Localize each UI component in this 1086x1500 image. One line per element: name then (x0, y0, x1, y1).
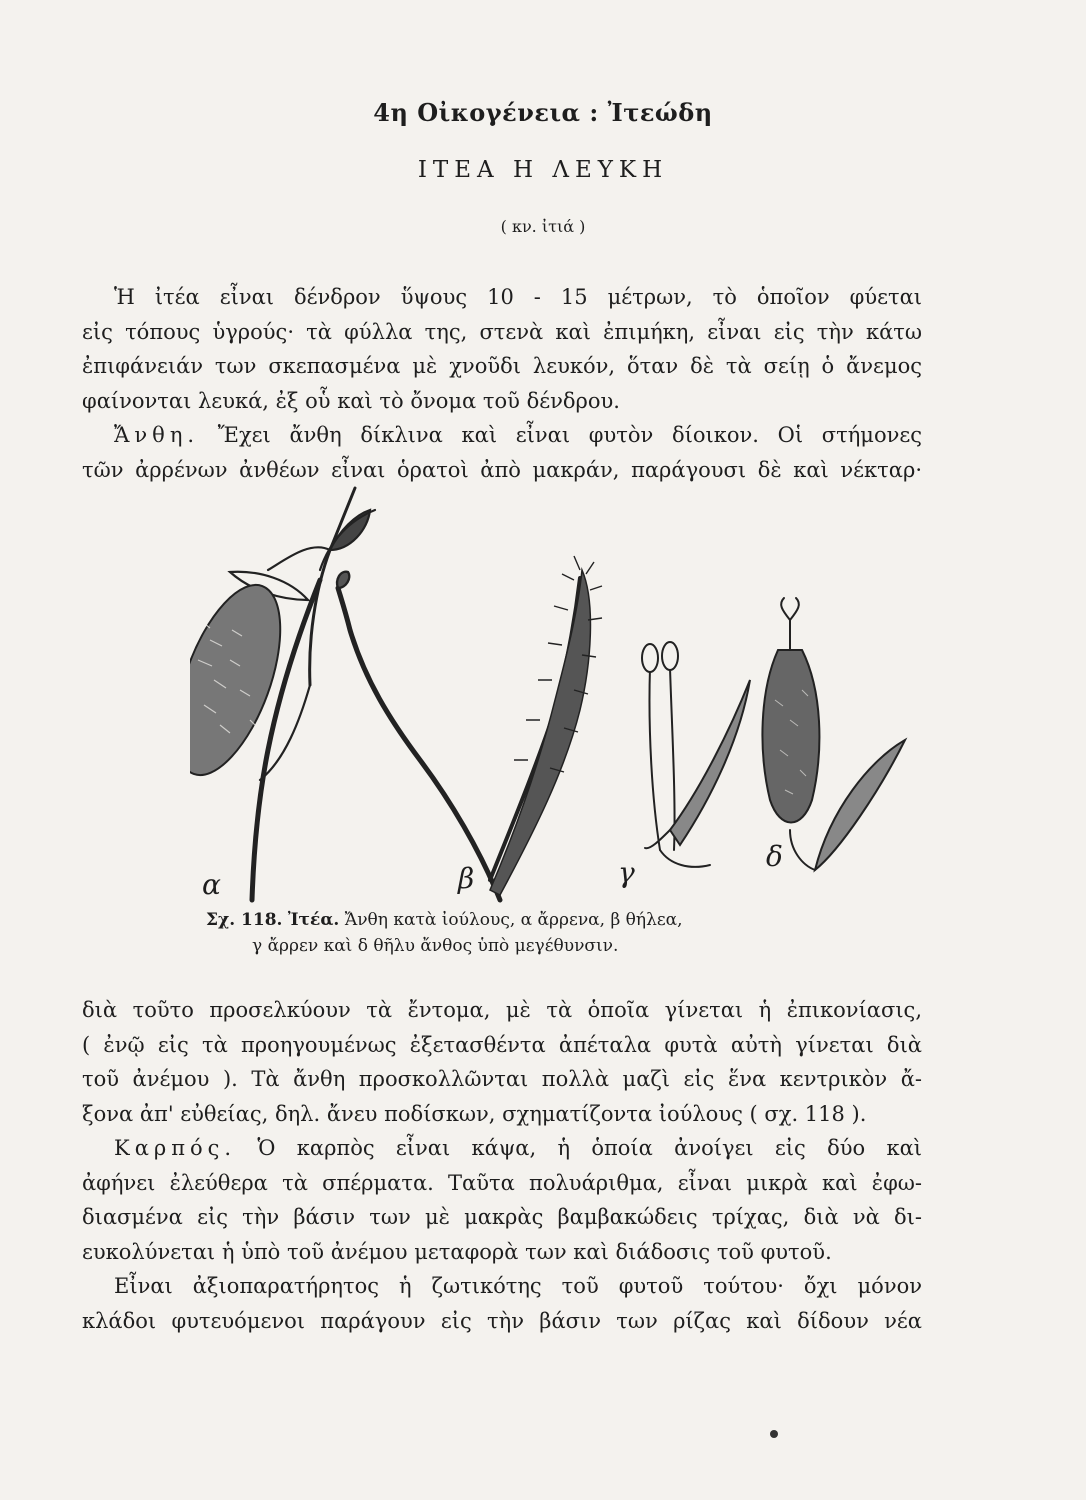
fruit-line (82, 1131, 922, 1166)
text-line: διασμένα εἰς τὴν βάσιν των μὲ μακρὰς βαμβακώδεις τρίχας, διὰ νὰ δι- (82, 1205, 922, 1229)
willow-drawing (190, 470, 920, 910)
text-line: ευκολύνεται ἡ ὑπὸ τοῦ ἀνέμου μεταφορὰ των καὶ διάδοσις τοῦ φυτοῦ. (82, 1239, 832, 1264)
fruit-term: Καρπός. (114, 1136, 237, 1160)
common-name: ( κν. ἰτιά ) (500, 217, 586, 236)
text-line: ἐπιφάνειάν των σκεπασμένα μὲ χνοῦδι λευκόν, ὅταν δὲ τὰ σείῃ ὁ ἄνεμος (82, 354, 922, 378)
fruit-text: Ὁ καρπὸς εἶναι κάψα, ἡ ὁποία ἀνοίγει εἰς δύο καὶ (257, 1136, 922, 1160)
label-c: γ (618, 856, 635, 889)
text-line: διὰ τοῦτο προσελκύουν τὰ ἔντομα, μὲ τὰ ὁποῖα γίνεται ἡ ἐπικονίασις, (82, 998, 922, 1022)
label-d: δ (766, 840, 783, 873)
text-line: τοῦ ἀνέμου ). Τὰ ἄνθη προσκολλῶνται πολλὰ μαζὶ εἰς ἕνα κεντρικὸν ἄ- (82, 1067, 922, 1091)
caption-text: Ἄνθη κατὰ ἰούλους, α ἄρρενα, β θήλεα, (344, 910, 683, 930)
text-line: τῶν ἀρρένων ἀνθέων εἶναι ὁρατοὶ ἀπὸ μακράν, παράγουσι δὲ καὶ νέκταρ· (82, 457, 922, 482)
text-line: Εἶναι ἀξιοπαρατήρητος ἡ ζωτικότης τοῦ φυτοῦ τούτου· ὄχι μόνον (114, 1274, 922, 1298)
text-line: ἀφήνει ἐλεύθερα τὰ σπέρματα. Ταῦτα πολυάριθμα, εἶναι μικρὰ καὶ ἐφω- (82, 1170, 922, 1195)
species-title: ΙΤΕΑ Η ΛΕΥΚΗ (417, 157, 669, 183)
family-heading: 4η Οἰκογένεια : Ἰτεώδη (373, 98, 713, 127)
flowers-line (82, 418, 922, 453)
flowers-term: Ἄνθη. (114, 423, 200, 447)
caption-line (206, 907, 846, 933)
page-mark-dot (770, 1430, 778, 1438)
text-line: εἰς τόπους ὑγρούς· τὰ φύλλα της, στενὰ καὶ ἐπιμήκη, εἶναι εἰς τὴν κάτω (82, 319, 922, 344)
willow-illustration (190, 470, 920, 910)
caption-plant-name: Ἰτέα. (287, 910, 340, 930)
body-paragraphs (82, 993, 922, 1338)
flowers-text: Ἔχει ἄνθη δίκλινα καὶ εἶναι φυτὸν δίοικον. Οἱ στήμονες (217, 423, 922, 447)
intro-paragraph (82, 280, 922, 487)
text-line: κλάδοι φυτευόμενοι παράγουν εἰς τὴν βάσιν των ρίζας καὶ δίδουν νέα (82, 1308, 922, 1333)
text-line: ξονα ἀπ' εὐθείας, δηλ. ἄνευ ποδίσκων, σχηματίζοντα ἰούλους ( σχ. 118 ). (82, 1101, 867, 1126)
label-b: β (458, 862, 475, 895)
caption-figure-number: Σχ. 118. (206, 910, 283, 930)
caption-line: γ ἄρρεν καὶ δ θῆλυ ἄνθος ὑπὸ μεγέθυνσιν. (252, 936, 619, 956)
figure-caption (206, 907, 846, 959)
label-a: α (202, 868, 221, 901)
text-line: Ἡ ἰτέα εἶναι δένδρον ὕψους 10 - 15 μέτρων, τὸ ὁποῖον φύεται (114, 285, 922, 309)
text-line: φαίνονται λευκά, ἐξ οὗ καὶ τὸ ὄνομα τοῦ δένδρου. (82, 388, 620, 413)
text-line: ( ἐνῷ εἰς τὰ προηγουμένως ἐξετασθέντα ἀπέταλα φυτὰ αὐτὴ γίνεται διὰ (82, 1032, 922, 1057)
